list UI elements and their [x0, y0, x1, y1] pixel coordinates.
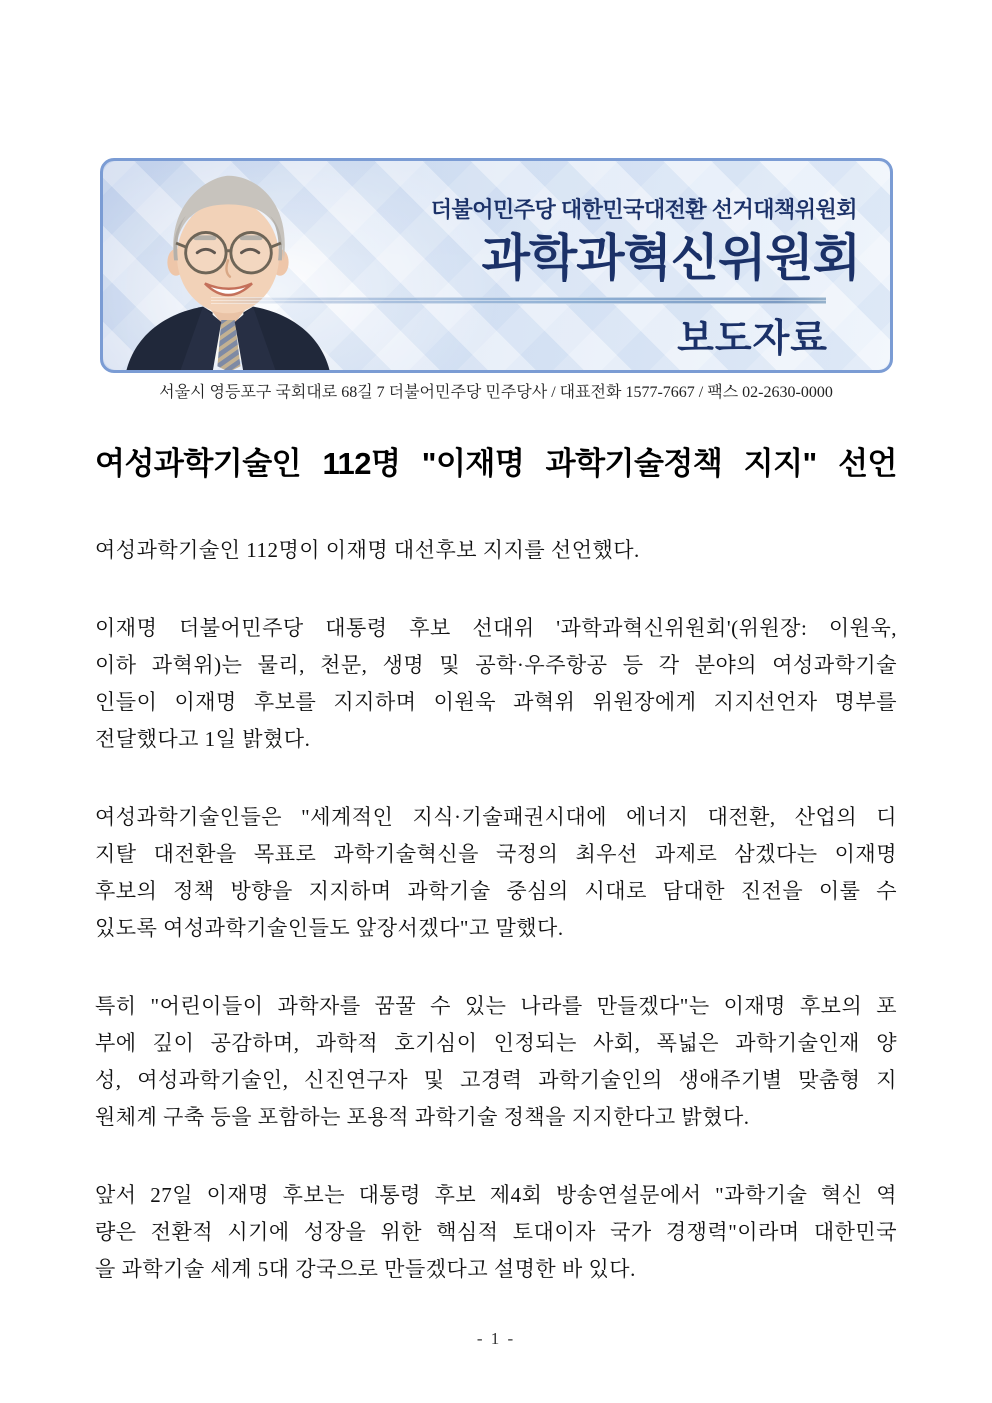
body-line: 인들이 이재명 후보를 지지하며 이원욱 과혁위 위원장에게 지지선언자 명부를: [95, 690, 897, 714]
committee-title: 과학과혁신위원회: [481, 230, 860, 286]
body-line: 앞서 27일 이재명 후보는 대통령 후보 제4회 방송연설문에서 "과학기술 혁신 역: [95, 1183, 897, 1207]
body-line: 전달했다고 1일 밝혔다.: [95, 727, 311, 751]
paragraph: [95, 1177, 897, 1288]
body-line: 을 과학기술 세계 5대 강국으로 만들겠다고 설명한 바 있다.: [95, 1257, 636, 1281]
body-line: 량은 전환적 시기에 성장을 위한 핵심적 토대이자 국가 경쟁력"이라며 대한민국: [95, 1220, 897, 1244]
paragraph: [95, 799, 897, 947]
paragraph: [95, 988, 897, 1136]
paragraph: [95, 610, 897, 758]
page-number: - 1 -: [476, 1329, 516, 1348]
press-banner: [100, 158, 893, 373]
body-line: 후보의 정책 방향을 지지하며 과학기술 중심의 시대로 담대한 진전을 이룰 수: [95, 879, 897, 903]
body-line: 원체계 구축 등을 포함하는 포용적 과학기술 정책을 지지한다고 밝혔다.: [95, 1105, 750, 1129]
body-line: 부에 깊이 공감하며, 과학적 호기심이 인정되는 사회, 폭넓은 과학기술인재 양: [95, 1031, 897, 1055]
body-line: 있도록 여성과학기술인들도 앞장서겠다"고 말했다.: [95, 916, 564, 940]
committee-parent-label: 더불어민주당 대한민국대전환 선거대책위원회: [430, 197, 857, 222]
body-line: 성, 여성과학기술인, 신진연구자 및 고경력 과학기술인의 생애주기별 맞춤형 지: [95, 1068, 897, 1092]
banner-divider: [211, 297, 826, 304]
body-line: 여성과학기술인들은 "세계적인 지식·기술패권시대에 에너지 대전환, 산업의 디: [95, 805, 897, 829]
body-line: 여성과학기술인 112명이 이재명 대선후보 지지를 선언했다.: [95, 538, 640, 562]
doc-type-label: 보도자료: [677, 318, 828, 360]
page-title: 여성과학기술인 112명 "이재명 과학기술정책 지지" 선언: [95, 446, 897, 481]
banner-text-block: [103, 161, 890, 370]
body-line: 특히 "어린이들이 과학자를 꿈꿀 수 있는 나라를 만들겠다"는 이재명 후보의 포: [95, 994, 897, 1018]
address-line: 서울시 영등포구 국회대로 68길 7 더불어민주당 민주당사 / 대표전화 1577-7667 / 팩스 02-2630-0000: [159, 384, 833, 401]
body-line: 지탈 대전환을 목표로 과학기술혁신을 국정의 최우선 과제로 삼겠다는 이재명: [95, 842, 897, 866]
paragraph: [95, 532, 897, 569]
body-line: 이재명 더불어민주당 대통령 후보 선대위 '과학과혁신위원회'(위원장: 이원욱,: [95, 616, 897, 640]
body-line: 이하 과혁위)는 물리, 천문, 생명 및 공학·우주항공 등 각 분야의 여성과학기술: [95, 653, 897, 677]
article-body: [95, 532, 897, 1288]
